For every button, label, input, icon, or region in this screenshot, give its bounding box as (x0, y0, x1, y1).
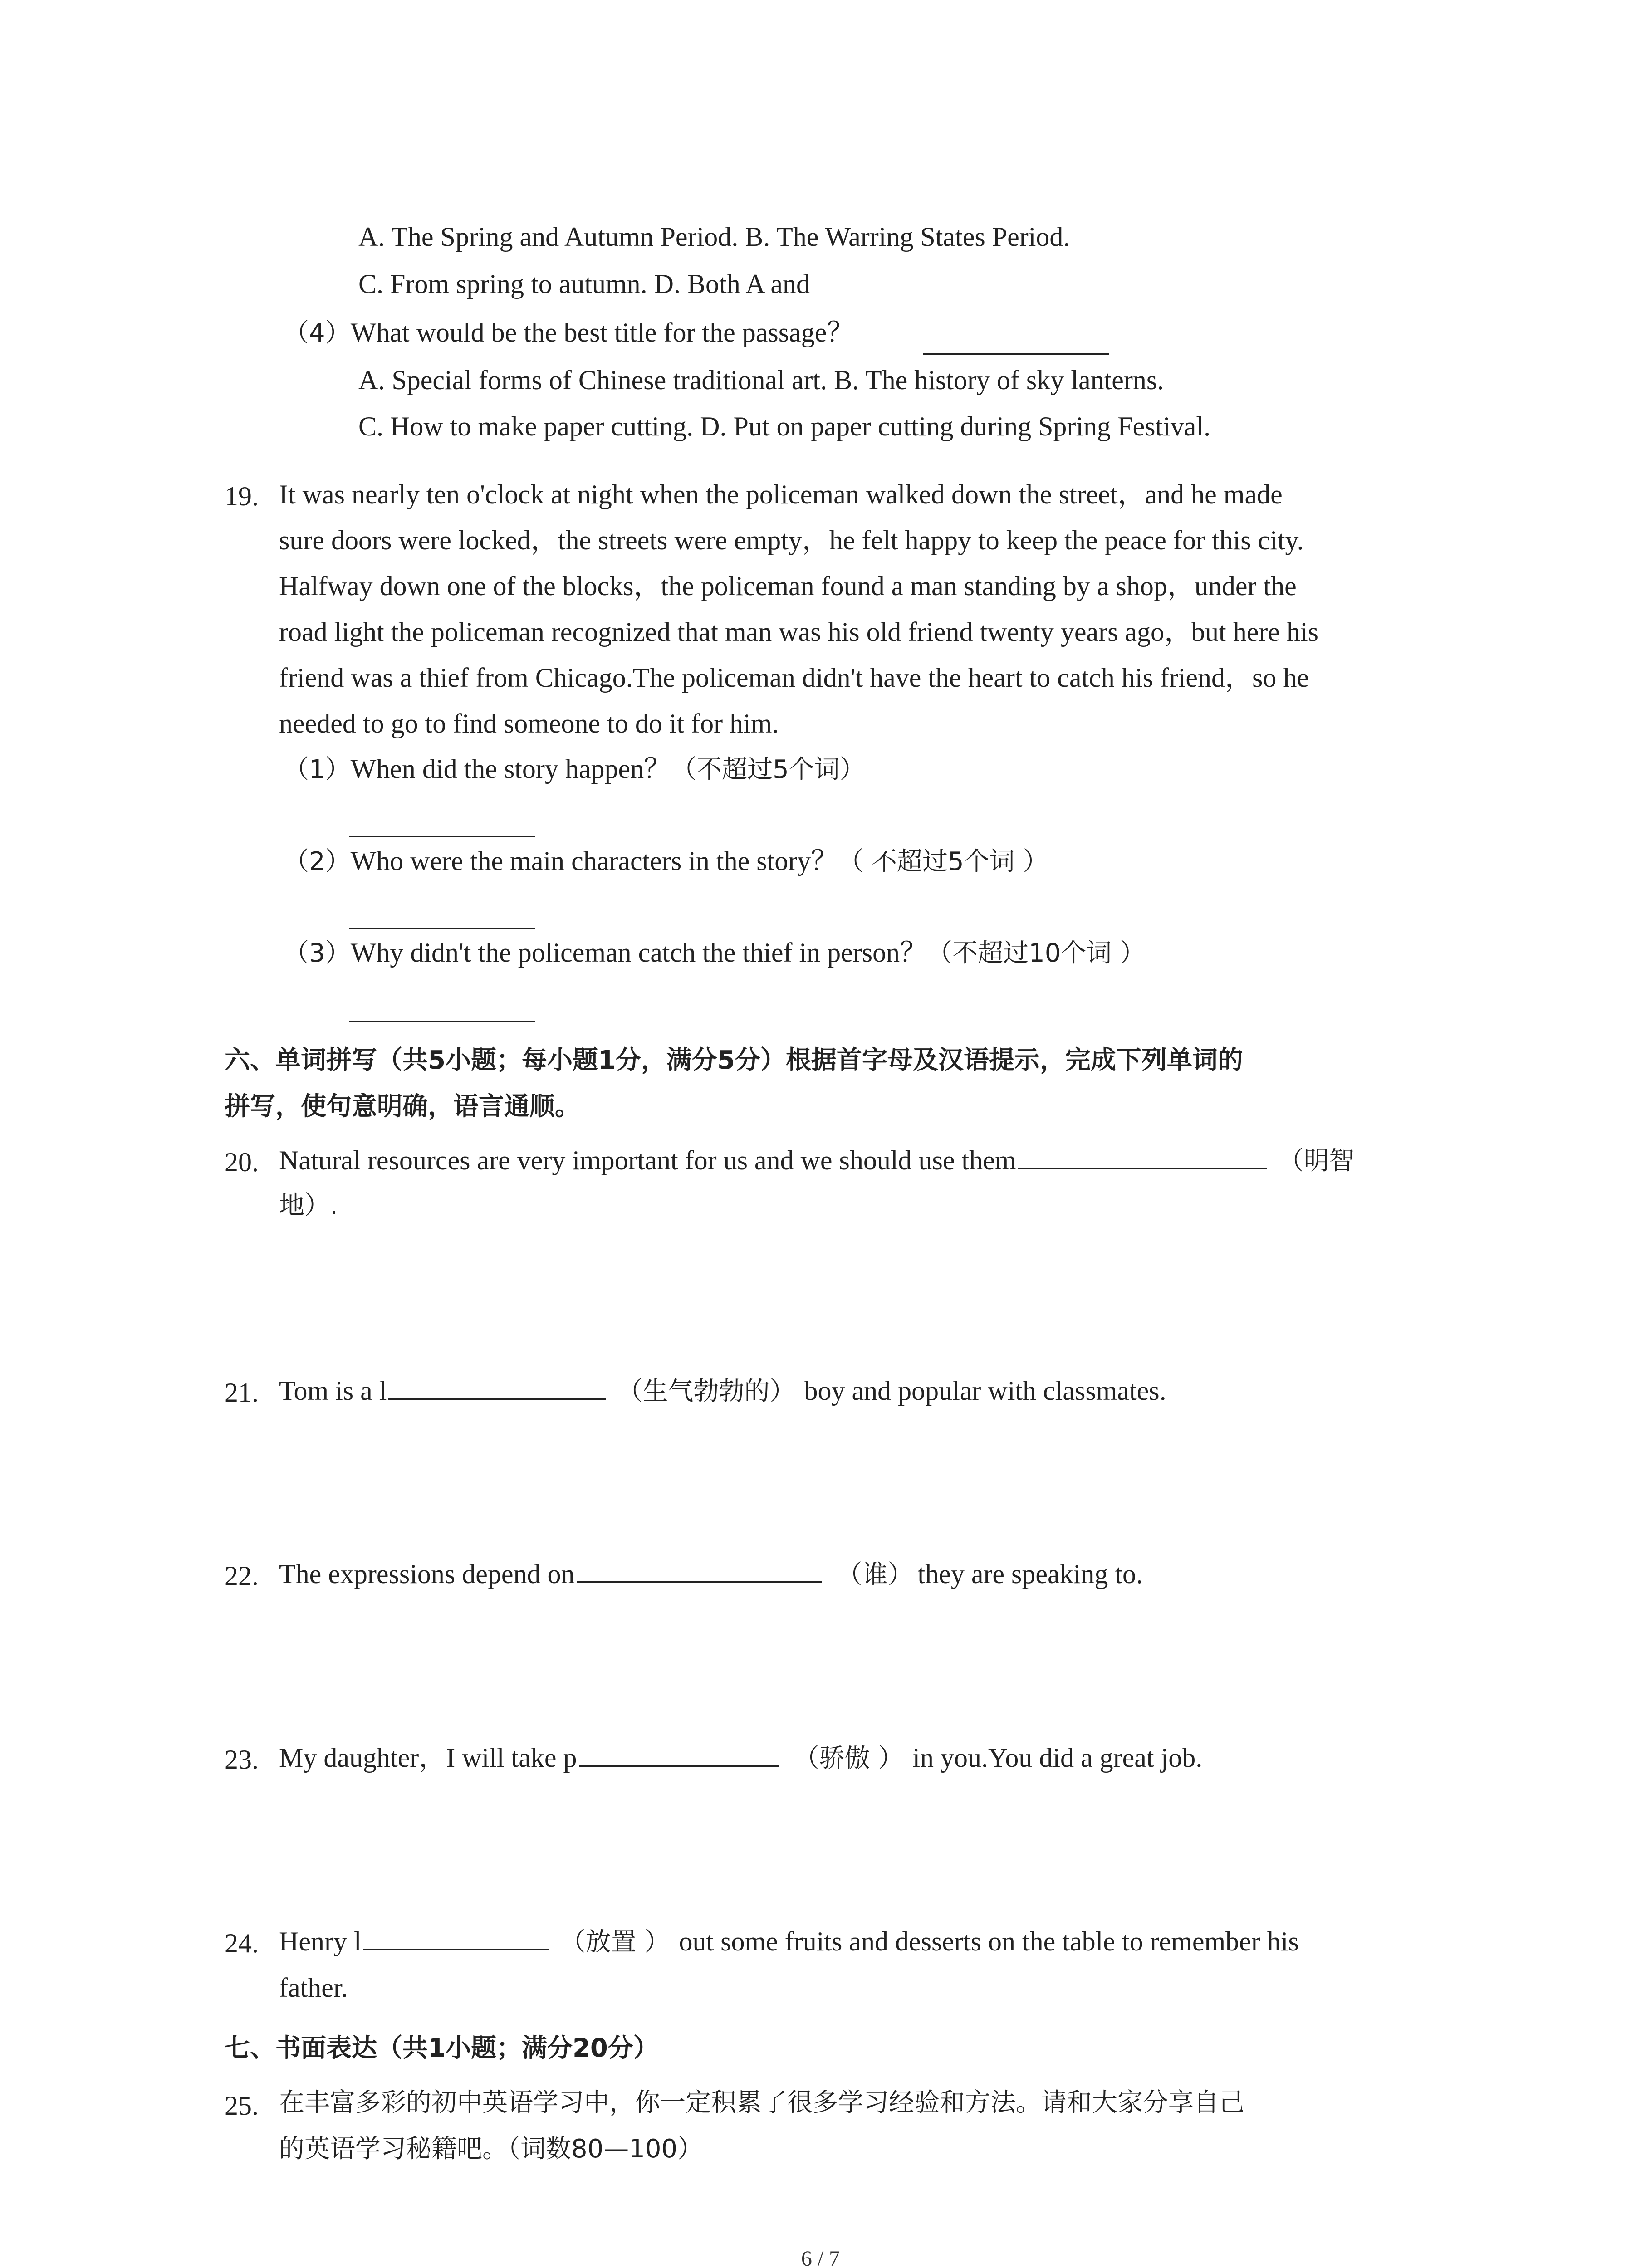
q19-sub3-answer-blank[interactable] (349, 1021, 535, 1022)
q18-sub4-label: （4） (284, 318, 351, 348)
q24-line-1 (279, 1928, 1299, 1955)
section6-heading-line-1: 六、单词拼写（共5小题；每小题1分，满分5分）根据首字母及汉语提示，完成下列单词的 (225, 1046, 1243, 1075)
q24-line-2: father. (279, 1973, 348, 2003)
q18-option-ab-4: A. Special forms of Chinese traditional art. B. The history of sky lanterns. (358, 365, 1164, 395)
q21-hint: （生气勃勃的） (617, 1377, 795, 1406)
q19-sub3-label: （3） (284, 938, 351, 968)
q24-number: 24. (225, 1928, 259, 1958)
q20-line-1 (279, 1147, 1354, 1174)
q20-hint-cont: 地）. (279, 1191, 338, 1220)
q23-answer-blank[interactable] (579, 1761, 779, 1767)
q22-hint: （谁） (837, 1560, 913, 1589)
q25-number: 25. (225, 2091, 259, 2121)
q21-text-after: boy and popular with classmates. (804, 1376, 1166, 1406)
q19-sub2-answer-blank[interactable] (349, 928, 535, 929)
q24-text: Henry l (279, 1926, 362, 1956)
q19-sub1 (284, 755, 865, 782)
q24-text-after: out some fruits and desserts on the table to remember his (679, 1926, 1299, 1956)
q24-answer-blank[interactable] (363, 1945, 549, 1950)
q24-hint: （放置 ） (560, 1927, 670, 1957)
q19-sub1-label: （1） (284, 755, 351, 784)
q19-passage-line-5: friend was a thief from Chicago.The policeman didn't have the heart to catch his friend，so he (279, 663, 1309, 693)
q18-option-cd-4: C. How to make paper cutting. D. Put on paper cutting during Spring Festival. (358, 411, 1211, 441)
q19-passage-line-4: road light the policeman recognized that man was his old friend twenty years ago，but here his (279, 617, 1318, 647)
q19-passage-line-3: Halfway down one of the blocks，the policeman found a man standing by a shop，under the (279, 571, 1297, 601)
q19-sub1-answer-blank[interactable] (349, 836, 535, 837)
q19-sub2 (284, 847, 1048, 875)
q19-sub3 (284, 939, 1145, 966)
q22-text: The expressions depend on (279, 1559, 575, 1589)
q19-sub2-text: Who were the main characters in the story？ (350, 846, 838, 876)
q19-sub1-text: When did the story happen？ (350, 754, 671, 784)
q21-text: Tom is a l (279, 1376, 387, 1406)
q18-sub4-text: What would be the best title for the passage？ (350, 318, 854, 347)
q19-sub2-hint: （ 不超过5个词 ） (838, 847, 1048, 876)
section6-heading-line-2: 拼写，使句意明确，语言通顺。 (225, 1092, 580, 1121)
q18-option-cd-3: C. From spring to autumn. D. Both A and (358, 269, 810, 299)
q19-sub2-label: （2） (284, 847, 351, 876)
q20-number: 20. (225, 1147, 259, 1177)
section7-heading: 七、书面表达（共1小题；满分20分） (225, 2033, 659, 2063)
q20-hint: （明智 (1278, 1146, 1355, 1176)
q25-line-2: 的英语学习秘籍吧。（词数80—100） (279, 2134, 703, 2164)
q22-text-after: they are speaking to. (917, 1559, 1143, 1589)
q20-answer-blank[interactable] (1018, 1164, 1267, 1169)
q23-text: My daughter，I will take p (279, 1743, 577, 1773)
q22-line (279, 1560, 1143, 1588)
q23-number: 23. (225, 1745, 259, 1774)
q19-passage-line-6: needed to go to find someone to do it for him. (279, 709, 779, 738)
q19-sub3-text: Why didn't the policeman catch the thief in person？ (350, 938, 927, 968)
q19-number: 19. (225, 481, 259, 511)
q19-sub1-hint: （不超过5个词） (671, 755, 865, 784)
page-number: 6 / 7 (801, 2247, 840, 2268)
q20-text: Natural resources are very important for us and we should use them (279, 1145, 1016, 1175)
q19-passage-line-2: sure doors were locked，the streets were empty，he felt happy to keep the peace for this city. (279, 525, 1304, 555)
q21-answer-blank[interactable] (388, 1394, 606, 1400)
q18-sub4 (284, 319, 854, 346)
q25-line-1: 在丰富多彩的初中英语学习中，你一定积累了很多学习经验和方法。请和大家分享自己 (279, 2088, 1244, 2117)
q18-sub4-answer-blank[interactable] (923, 353, 1109, 355)
q21-line (279, 1377, 1166, 1404)
q19-sub3-hint: （不超过10个词 ） (927, 938, 1146, 968)
q21-number: 21. (225, 1378, 259, 1408)
q22-answer-blank[interactable] (577, 1578, 822, 1583)
q23-hint: （骄傲 ） (794, 1744, 904, 1773)
q22-number: 22. (225, 1561, 259, 1591)
q18-option-ab-3: A. The Spring and Autumn Period. B. The Warring States Period. (358, 222, 1070, 252)
q23-text-after: in you.You did a great job. (912, 1743, 1203, 1773)
q19-passage-line-1: It was nearly ten o'clock at night when the policeman walked down the street，and he made (279, 479, 1283, 509)
q23-line (279, 1744, 1202, 1771)
